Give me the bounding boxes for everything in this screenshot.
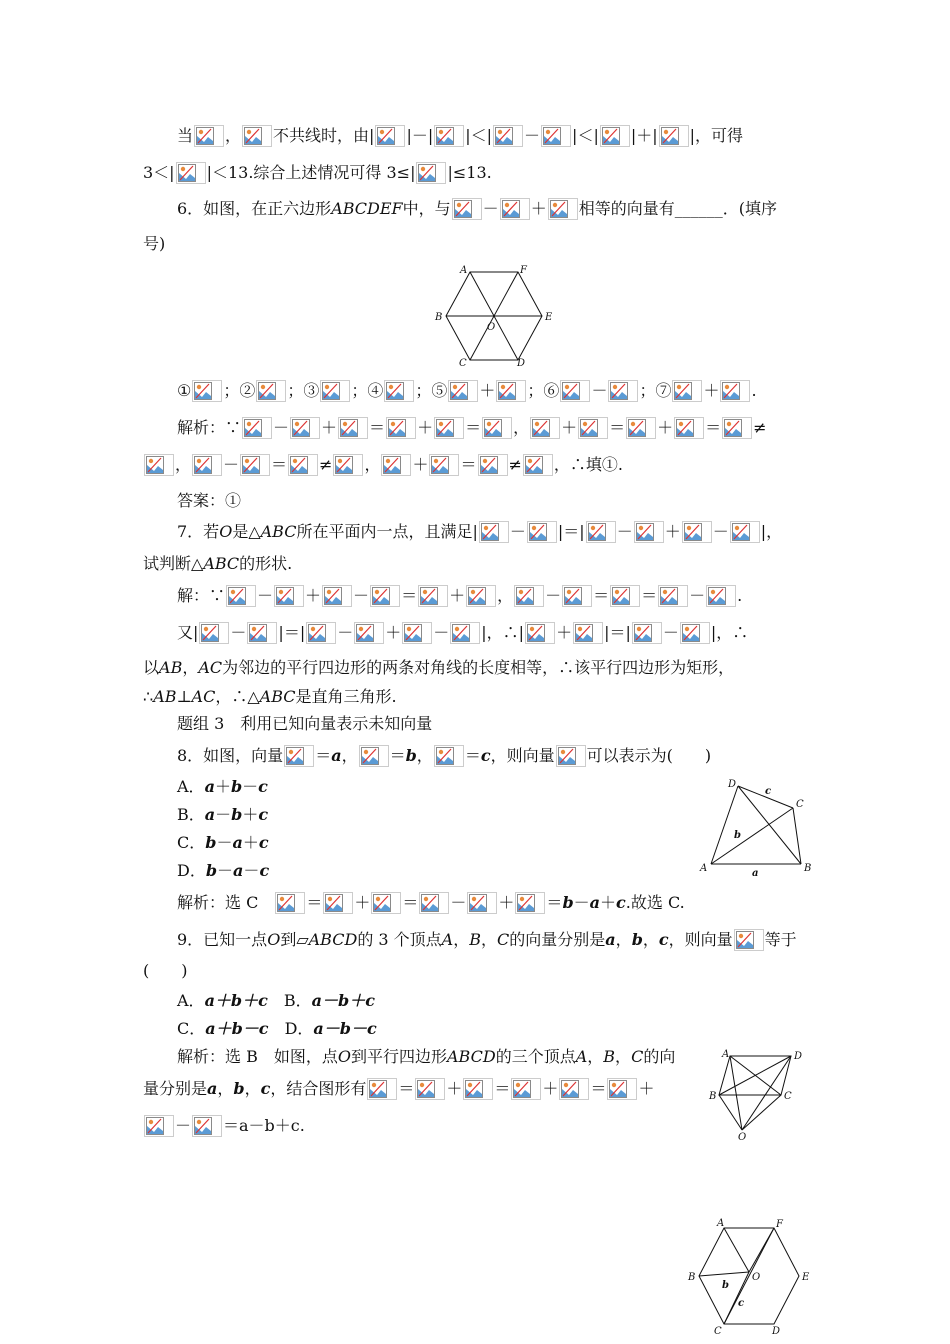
vector-image-icon: [466, 585, 496, 607]
label-A: A: [700, 863, 708, 874]
vector-image-icon: [306, 622, 336, 644]
vector-image-icon: [467, 892, 497, 914]
hexagon-figure: [432, 262, 552, 370]
vector-image-icon: [359, 745, 389, 767]
vector-image-icon: [578, 417, 608, 439]
vector-image-icon: [275, 892, 305, 914]
parallelogram-figure: [705, 1046, 815, 1142]
label-a: a: [752, 868, 759, 879]
label-A: A: [460, 265, 468, 276]
q6-options: ① ；② ；③ ；④ ；⑤ ＋ ；⑥ － ；⑦ ＋ .: [177, 381, 757, 400]
vector-image-icon: [375, 125, 405, 147]
q9-solution-line1: 解析：选 B 如图，点 O 到平行四边形 ABCD 的三个顶点 A ， B ， C 的向: [177, 1047, 676, 1066]
q8-option-C[interactable]: C． b － a ＋ c: [177, 833, 269, 852]
q7-solution-line1: 解：∵ － ＋ － ＝ ＋ ， － ＝ ＝ － .: [177, 586, 743, 605]
label-D: D: [517, 358, 526, 369]
label-B: B: [435, 312, 443, 323]
label-C: C: [784, 1091, 792, 1102]
vector-image-icon: [194, 125, 224, 147]
vector-image-icon: [559, 1078, 589, 1100]
label-O: O: [487, 322, 496, 333]
label-b: b: [722, 1280, 729, 1291]
vector-image-icon: [450, 622, 480, 644]
q7-solution-line3: 以 AB ， AC 为邻边的平行四边形的两条对角线的长度相等，∴该平行四边形为矩形，: [143, 658, 735, 677]
vector-image-icon: [176, 162, 206, 184]
vector-image-icon: [256, 380, 286, 402]
vector-image-icon: [722, 417, 752, 439]
vector-image-icon: [527, 521, 557, 543]
vector-image-icon: [562, 585, 592, 607]
vector-image-icon: [610, 585, 640, 607]
vector-image-icon: [478, 454, 508, 476]
vector-image-icon: [523, 454, 553, 476]
vector-image-icon: [730, 521, 760, 543]
label-B: B: [804, 863, 812, 874]
vector-image-icon: [288, 454, 318, 476]
vector-image-icon: [452, 198, 482, 220]
q7-solution-line4: ∴ AB ⊥ AC ，∴△ ABC 是直角三角形.: [143, 687, 397, 706]
q9-solution-line3: － ＝a－b＋c.: [143, 1115, 305, 1137]
q7-stem-line1: 7．若 O 是△ ABC 所在平面内一点，且满足| － |＝| － ＋ － |，: [177, 522, 783, 541]
vector-image-icon: [720, 380, 750, 402]
label-b: b: [734, 830, 741, 841]
vector-image-icon: [734, 929, 764, 951]
label-B: B: [688, 1272, 696, 1283]
label-O: O: [738, 1132, 747, 1142]
q9-solution-line2: 量分别是 a ， b ， c ，结合图形有 ＝ ＋ ＝ ＋ ＝ ＋: [143, 1079, 655, 1098]
vector-image-icon: [600, 125, 630, 147]
vector-image-icon: [322, 585, 352, 607]
vector-image-icon: [541, 125, 571, 147]
label-c: c: [765, 786, 772, 797]
label-D: D: [728, 779, 737, 790]
vector-image-icon: [419, 892, 449, 914]
label-A: A: [722, 1049, 730, 1060]
q7-solution-line2: 又| － |＝| － ＋ － |，∴ | ＋ |＝| － |，∴: [177, 623, 749, 642]
vector-image-icon: [434, 125, 464, 147]
label-A: A: [717, 1218, 725, 1229]
vector-image-icon: [496, 380, 526, 402]
vector-image-icon: [659, 125, 689, 147]
q9-options-AB[interactable]: A． a＋b＋c B． a－b＋c: [177, 991, 375, 1010]
q6-solution-line2: ， － ＝ ≠ ， ＋ ＝ ≠ ，∴填①.: [143, 454, 623, 476]
vector-image-icon: [482, 417, 512, 439]
vector-image-icon: [672, 380, 702, 402]
vector-image-icon: [680, 622, 710, 644]
vector-image-icon: [192, 1115, 222, 1137]
label-C: C: [459, 358, 467, 369]
vector-image-icon: [416, 162, 446, 184]
q6-stem-line1: 6．如图，在正六边形 ABCDEF 中，与 － ＋ 相等的向量有______．(填序: [177, 199, 777, 218]
vector-image-icon: [448, 380, 478, 402]
label-C: C: [796, 799, 804, 810]
vector-image-icon: [586, 521, 616, 543]
q9-options-CD[interactable]: C． a＋b－c D． a－b－c: [177, 1019, 377, 1038]
vector-image-icon: [290, 417, 320, 439]
vector-image-icon: [323, 892, 353, 914]
q9-stem-line2: ( ): [143, 961, 188, 980]
vector-image-icon: [493, 125, 523, 147]
q9-stem-line1: 9．已知一点 O 到▱ ABCD 的 3 个顶点 A ， B ， C 的向量分别是 a ， b ， c ，则向量 等于: [177, 930, 797, 949]
vector-image-icon: [192, 454, 222, 476]
vector-image-icon: [434, 417, 464, 439]
vector-image-icon: [573, 622, 603, 644]
vector-image-icon: [320, 380, 350, 402]
q7-stem-line2: 试判断△ ABC 的形状.: [143, 554, 293, 573]
vector-image-icon: [386, 417, 416, 439]
group3-heading: 题组 3 利用已知向量表示未知向量: [177, 714, 433, 733]
label-O: O: [752, 1272, 761, 1283]
label-E: E: [545, 312, 552, 323]
vector-image-icon: [199, 622, 229, 644]
vector-image-icon: [274, 585, 304, 607]
vector-image-icon: [415, 1078, 445, 1100]
q8-option-B[interactable]: B． a － b ＋ c: [177, 805, 269, 824]
q8-solution: 解析：选 C ＝ ＋ ＝ － ＋ ＝ b － a ＋ c .故选 C.: [177, 893, 685, 912]
vector-image-icon: [370, 585, 400, 607]
q8-option-A[interactable]: A． a ＋ b － c: [177, 777, 268, 796]
label-c: c: [738, 1298, 745, 1309]
vector-image-icon: [626, 417, 656, 439]
q8-stem: 8．如图，向量 ＝ a ， ＝ b ， ＝ c ，则向量 可以表示为( ): [177, 746, 712, 765]
q6-stem-line2: 号): [143, 234, 166, 253]
vector-image-icon: [632, 622, 662, 644]
vector-image-icon: [371, 892, 401, 914]
vector-image-icon: [608, 380, 638, 402]
vector-image-icon: [674, 417, 704, 439]
vector-image-icon: [418, 585, 448, 607]
label-D: D: [772, 1326, 781, 1337]
vector-image-icon: [525, 622, 555, 644]
vector-image-icon: [144, 454, 174, 476]
vector-image-icon: [144, 1115, 174, 1137]
vector-image-icon: [706, 585, 736, 607]
vector-image-icon: [354, 622, 384, 644]
quadrilateral-figure: [698, 776, 818, 880]
label-F: F: [520, 265, 527, 276]
vector-image-icon: [556, 745, 586, 767]
vector-image-icon: [607, 1078, 637, 1100]
vector-image-icon: [548, 198, 578, 220]
q8-option-D[interactable]: D． b － a － c: [177, 861, 270, 880]
vector-image-icon: [402, 622, 432, 644]
hexagon-vector-figure: [686, 1214, 812, 1340]
vector-image-icon: [367, 1078, 397, 1100]
vector-image-icon: [530, 417, 560, 439]
vector-image-icon: [242, 417, 272, 439]
vector-image-icon: [658, 585, 688, 607]
vector-image-icon: [381, 454, 411, 476]
vector-image-icon: [240, 454, 270, 476]
vector-image-icon: [682, 521, 712, 543]
vector-image-icon: [338, 417, 368, 439]
vector-image-icon: [479, 521, 509, 543]
vector-image-icon: [515, 892, 545, 914]
q5-line2: 3＜| |＜13.综合上述情况可得 3≤| |≤13.: [143, 163, 492, 182]
label-C: C: [714, 1326, 722, 1337]
label-D: D: [794, 1051, 803, 1062]
vector-image-icon: [463, 1078, 493, 1100]
q6-answer: 答案：①: [177, 491, 242, 510]
label-F: F: [776, 1219, 783, 1230]
label-E: E: [802, 1272, 810, 1283]
vector-image-icon: [192, 380, 222, 402]
vector-image-icon: [429, 454, 459, 476]
vector-image-icon: [560, 380, 590, 402]
vector-image-icon: [634, 521, 664, 543]
q5-line1: 当 ， 不共线时，由| |－| |＜| － |＜| |＋| |，可得: [177, 126, 744, 145]
vector-image-icon: [384, 380, 414, 402]
vector-image-icon: [284, 745, 314, 767]
vector-image-icon: [500, 198, 530, 220]
vector-image-icon: [511, 1078, 541, 1100]
q6-solution-line1: 解析：∵ － ＋ ＝ ＋ ＝ ， ＋ ＝ ＋ ＝ ≠: [177, 418, 767, 437]
vector-image-icon: [434, 745, 464, 767]
vector-image-icon: [242, 125, 272, 147]
vector-image-icon: [514, 585, 544, 607]
vector-image-icon: [247, 622, 277, 644]
label-B: B: [709, 1091, 717, 1102]
vector-image-icon: [333, 454, 363, 476]
vector-image-icon: [226, 585, 256, 607]
